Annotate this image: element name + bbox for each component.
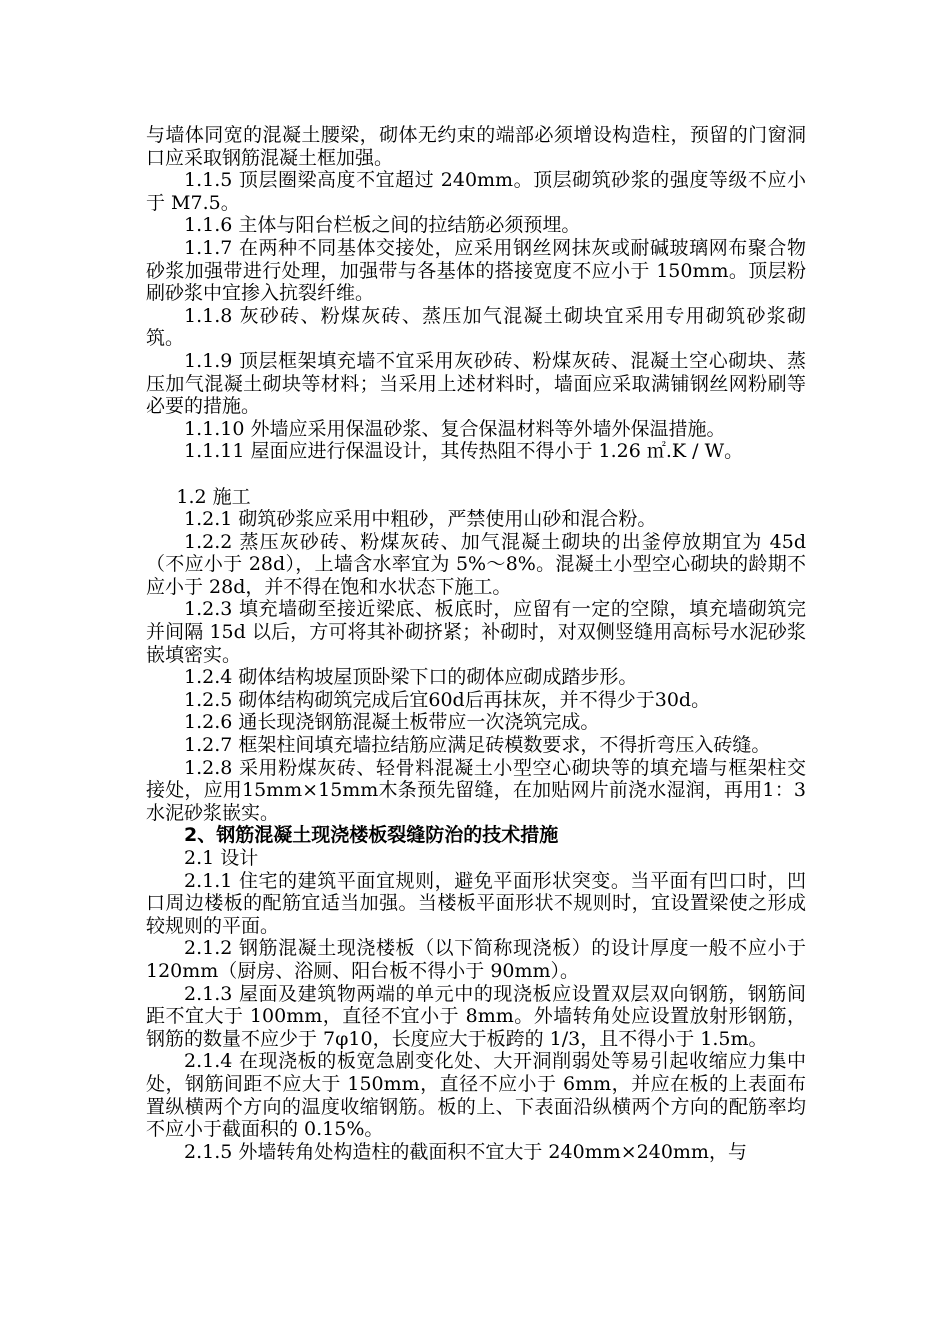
paragraph: 1.1.9 顶层框架填充墙不宜采用灰砂砖、粉煤灰砖、混凝土空心砌块、蒸压加气混凝土砌块等材料；当采用上述材料时，墙面应采取满铺钢丝网粉刷等必要的措施。	[146, 349, 806, 418]
document-page	[146, 124, 806, 1163]
paragraph: 2.1.4 在现浇板的板宽急剧变化处、大开洞削弱处等易引起收缩应力集中处，钢筋间距不应大于 150mm，直径不应小于 6mm，并应在板的上表面布置纵横两个方向的温度收缩钢筋。板的上、下表面沿纵横两个方向的配筋率均不应小于截面积的 0.15%。	[146, 1050, 806, 1141]
paragraph: 2.1.5 外墙转角处构造柱的截面积不宜大于 240mm×240mm，与	[184, 1140, 747, 1163]
paragraph: 1.2.5 砌体结构砌筑完成后宜60d后再抹灰，并不得少于30d。	[184, 688, 711, 711]
section-heading: 2.1 设计	[184, 847, 259, 869]
paragraph: 1.2.1 砌筑砂浆应采用中粗砂，严禁使用山砂和混合粉。	[184, 508, 657, 531]
paragraph: 1.2.3 填充墙砌至接近梁底、板底时，应留有一定的空隙，填充墙砌筑完并间隔 15d 以后，方可将其补砌挤紧；补砌时，对双侧竖缝用高标号水泥砂浆嵌填密实。	[146, 598, 806, 666]
paragraph: 1.1.11 屋面应进行保温设计，其传热阻不得小于 1.26 ㎡.K / W。	[184, 440, 744, 463]
chapter-heading: 2、钢筋混凝土现浇楼板裂缝防治的技术措施	[184, 824, 559, 847]
paragraph: 2.1.1 住宅的建筑平面宜规则，避免平面形状突变。当平面有凹口时，凹口周边楼板的配筋宜适当加强。当楼板平面形状不规则时，宜设置梁使之形成较规则的平面。	[146, 869, 806, 937]
paragraph: 1.2.2 蒸压灰砂砖、粉煤灰砖、加气混凝土砌块的出釜停放期宜为 45d（不应小于 28d），上墙含水率宜为 5%～8%。混凝土小型空心砌块的龄期不应小于 28d，并不得在饱和水状态下施工。	[146, 530, 806, 598]
paragraph: 与墙体同宽的混凝土腰梁，砌体无约束的端部必须增设构造柱，预留的门窗洞口应采取钢筋混凝土框加强。	[146, 124, 806, 169]
paragraph: 1.1.5 顶层圈梁高度不宜超过 240mm。顶层砌筑砂浆的强度等级不应小于 M7.5。	[146, 169, 806, 214]
paragraph: 1.2.8 采用粉煤灰砖、轻骨料混凝土小型空心砌块等的填充墙与框架柱交接处，应用15mm×15mm木条预先留缝，在加贴网片前浇水湿润，再用1：3水泥砂浆嵌实。	[146, 756, 806, 824]
paragraph: 1.1.8 灰砂砖、粉煤灰砖、蒸压加气混凝土砌块宜采用专用砌筑砂浆砌筑。	[146, 304, 806, 350]
paragraph: 1.2.7 框架柱间填充墙拉结筋应满足砖模数要求，不得折弯压入砖缝。	[184, 734, 771, 757]
paragraph: 2.1.3 屋面及建筑物两端的单元中的现浇板应设置双层双向钢筋，钢筋间距不宜大于 100mm，直径不宜小于 8mm。外墙转角处应设置放射形钢筋，钢筋的数量不应少于 7φ10，长度应大于板跨的 1/3，且不得小于 1.5m。	[146, 982, 806, 1050]
paragraph: 2.1.2 钢筋混凝土现浇楼板（以下简称现浇板）的设计厚度一般不应小于 120mm（厨房、浴厕、阳台板不得小于 90mm）。	[146, 937, 806, 982]
paragraph: 1.2.6 通长现浇钢筋混凝土板带应一次浇筑完成。	[184, 711, 600, 734]
paragraph: 1.1.7 在两种不同基体交接处，应采用钢丝网抹灰或耐碱玻璃网布聚合物砂浆加强带进行处理，加强带与各基体的搭接宽度不应小于 150mm。顶层粉刷砂浆中宜掺入抗裂纤维。	[146, 236, 806, 305]
paragraph: 1.1.10 外墙应采用保温砂浆、复合保温材料等外墙外保温措施。	[184, 417, 726, 440]
paragraph: 1.1.6 主体与阳台栏板之间的拉结筋必须预埋。	[184, 214, 581, 237]
section-heading: 1.2 施工	[176, 485, 251, 508]
paragraph: 1.2.4 砌体结构坡屋顶卧梁下口的砌体应砌成踏步形。	[184, 666, 638, 689]
